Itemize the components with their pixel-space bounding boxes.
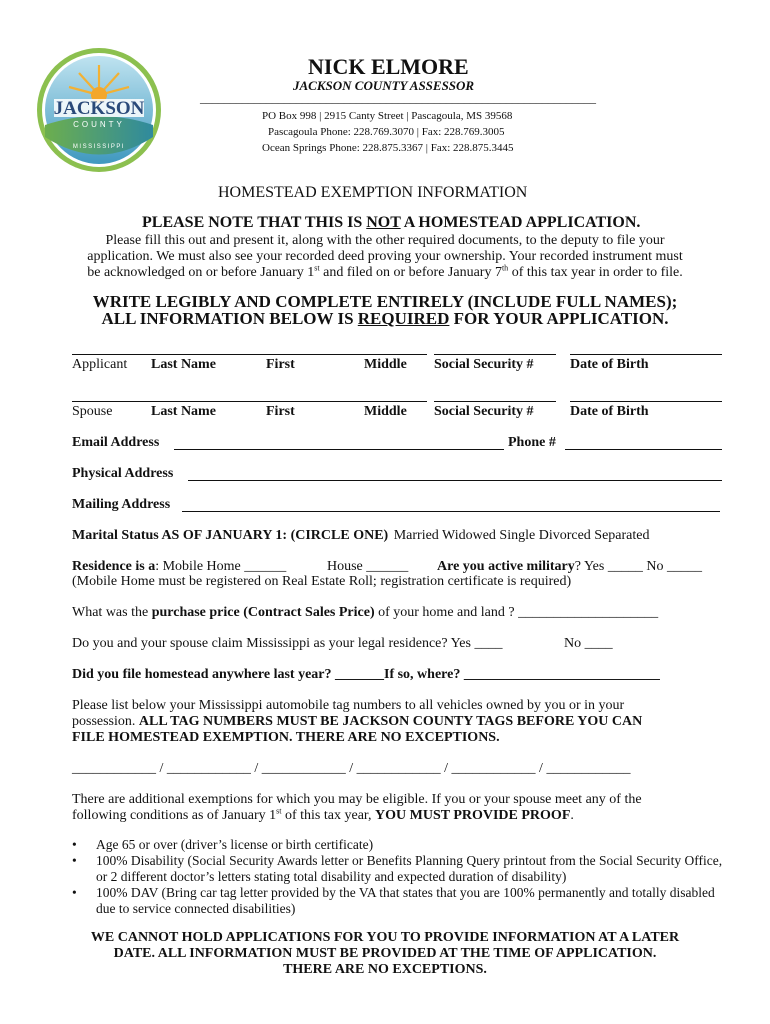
marital-option-separated[interactable]: Separated — [594, 528, 650, 543]
physical-address-field[interactable] — [188, 480, 722, 481]
purchase-price-question[interactable]: What was the purchase price (Contract Sales Price) of your home and land ? ____________________ — [72, 605, 659, 620]
residence-label: Residence is a — [72, 559, 156, 574]
spouse-last-name-label: Last Name — [151, 404, 216, 419]
physical-address-label: Physical Address — [72, 466, 174, 481]
marital-option-married[interactable]: Married — [393, 528, 439, 543]
condition-age-65: • Age 65 or over (driver’s license or birth certificate) — [72, 837, 732, 853]
homestead-last-year-question[interactable]: Did you file homestead anywhere last year? _______If so, where? ____________________________ — [72, 667, 660, 682]
marital-status-label: Marital Status AS OF JANUARY 1 — [72, 528, 283, 543]
spouse-ssn-label: Social Security # — [434, 404, 534, 419]
header-address: PO Box 998 | 2915 Canty Street | Pascagoula, MS 39568 — [262, 110, 513, 122]
spouse-dob-line[interactable] — [570, 401, 722, 402]
residence-row — [72, 559, 286, 575]
exemption-conditions-list — [72, 837, 732, 917]
document-title: HOMESTEAD EXEMPTION INFORMATION — [218, 184, 528, 201]
email-field[interactable] — [174, 449, 504, 450]
ms-residence-no[interactable]: No ____ — [564, 636, 613, 651]
applicant-last-name-label: Last Name — [151, 357, 216, 372]
applicant-first-label: First — [266, 357, 295, 372]
mobile-home-note: (Mobile Home must be registered on Real Estate Roll; registration certificate is required) — [72, 574, 572, 589]
marital-option-single[interactable]: Single — [499, 528, 536, 543]
marital-circle-one: : (CIRCLE ONE) — [282, 528, 389, 543]
footer-line-1: WE CANNOT HOLD APPLICATIONS FOR YOU TO PROVIDE INFORMATION AT A LATER — [90, 930, 680, 945]
footer-line-3: THERE ARE NO EXCEPTIONS. — [283, 962, 487, 977]
marital-status-row — [72, 528, 650, 544]
condition-disability: • 100% Disability (Social Security Awards letter or Benefits Planning Query printout from the Social Security Office, or 2 different doctor’s letters stating total disability and expected duration of disability) — [72, 853, 732, 885]
logo-title: JACKSON — [53, 98, 145, 119]
email-label: Email Address — [72, 435, 160, 450]
applicant-name-line[interactable] — [72, 354, 427, 355]
header-phone-pascagoula: Pascagoula Phone: 228.769.3070 | Fax: 228.769.3005 — [268, 126, 505, 138]
spouse-middle-label: Middle — [364, 404, 407, 419]
additional-line-2: following conditions as of January 1st of this tax year, YOU MUST PROVIDE PROOF. — [72, 806, 574, 823]
spouse-dob-label: Date of Birth — [570, 404, 649, 419]
tags-line-1: Please list below your Mississippi automobile tag numbers to all vehicles owned by you or in your — [72, 698, 625, 713]
marital-option-widowed[interactable]: Widowed — [442, 528, 496, 543]
footer-line-2: DATE. ALL INFORMATION MUST BE PROVIDED AT THE TIME OF APPLICATION. — [113, 946, 657, 961]
assessor-office: JACKSON COUNTY ASSESSOR — [293, 78, 475, 93]
applicant-dob-label: Date of Birth — [570, 357, 649, 372]
not-application-note: PLEASE NOTE THAT THIS IS NOT A HOMESTEAD APPLICATION. — [142, 214, 641, 231]
applicant-label: Applicant — [72, 357, 128, 372]
condition-dav: • 100% DAV (Bring car tag letter provided by the VA that states that you are 100% permanently and totally disabled due to service connected disabilities) — [72, 885, 732, 917]
intro-line-3: be acknowledged on or before January 1st and filed on or before January 7th of this tax year in order to file. — [87, 263, 683, 280]
logo-state: MISSISSIPPI — [72, 144, 126, 150]
warning-line-2: ALL INFORMATION BELOW IS REQUIRED FOR YOUR APPLICATION. — [101, 309, 669, 328]
jackson-county-logo — [36, 47, 162, 173]
tags-line-3: FILE HOMESTEAD EXEMPTION. THERE ARE NO EXCEPTIONS. — [72, 730, 500, 745]
intro-line-1: Please fill this out and present it, along with the other required documents, to the deputy to file your — [105, 233, 665, 248]
applicant-dob-line[interactable] — [570, 354, 722, 355]
header-phone-ocean-springs: Ocean Springs Phone: 228.875.3367 | Fax: 228.875.3445 — [262, 142, 514, 154]
marital-option-divorced[interactable]: Divorced — [538, 528, 591, 543]
spouse-label: Spouse — [72, 404, 113, 419]
spouse-ssn-line[interactable] — [434, 401, 556, 402]
residence-house[interactable]: House ______ — [327, 559, 409, 574]
mailing-address-field[interactable] — [182, 511, 720, 512]
tags-line-2: possession. ALL TAG NUMBERS MUST BE JACKSON COUNTY TAGS BEFORE YOU CAN — [72, 714, 643, 729]
applicant-ssn-line[interactable] — [434, 354, 556, 355]
tag-number-blanks[interactable]: ____________ / ____________ / ____________ / ____________ / ____________ / ____________ — [72, 761, 631, 776]
phone-field[interactable] — [565, 449, 722, 450]
mailing-address-label: Mailing Address — [72, 497, 171, 512]
ms-residence-question[interactable]: Do you and your spouse claim Mississippi as your legal residence? Yes ____ — [72, 636, 503, 651]
assessor-name: NICK ELMORE — [308, 54, 469, 79]
spouse-name-line[interactable] — [72, 401, 427, 402]
intro-line-2: application. We must also see your recorded deed proving your ownership. Your recorded instrument must — [87, 249, 683, 264]
logo-subtitle: COUNTY — [73, 120, 125, 129]
additional-line-1: There are additional exemptions for which you may be eligible. If you or your spouse meet any of the — [72, 792, 642, 807]
active-military-yes-no[interactable]: ? Yes _____ No _____ — [574, 559, 702, 574]
applicant-ssn-label: Social Security # — [434, 357, 534, 372]
active-military-row — [437, 559, 702, 575]
spouse-first-label: First — [266, 404, 295, 419]
header-rule: __________________________________________________________________ — [200, 91, 596, 105]
residence-mobile-home[interactable]: : Mobile Home ______ — [155, 559, 287, 574]
warning-line-1: WRITE LEGIBLY AND COMPLETE ENTIRELY (INCLUDE FULL NAMES); — [92, 292, 678, 311]
applicant-middle-label: Middle — [364, 357, 407, 372]
active-military-label: Are you active military — [437, 559, 575, 574]
phone-label: Phone # — [508, 435, 556, 450]
